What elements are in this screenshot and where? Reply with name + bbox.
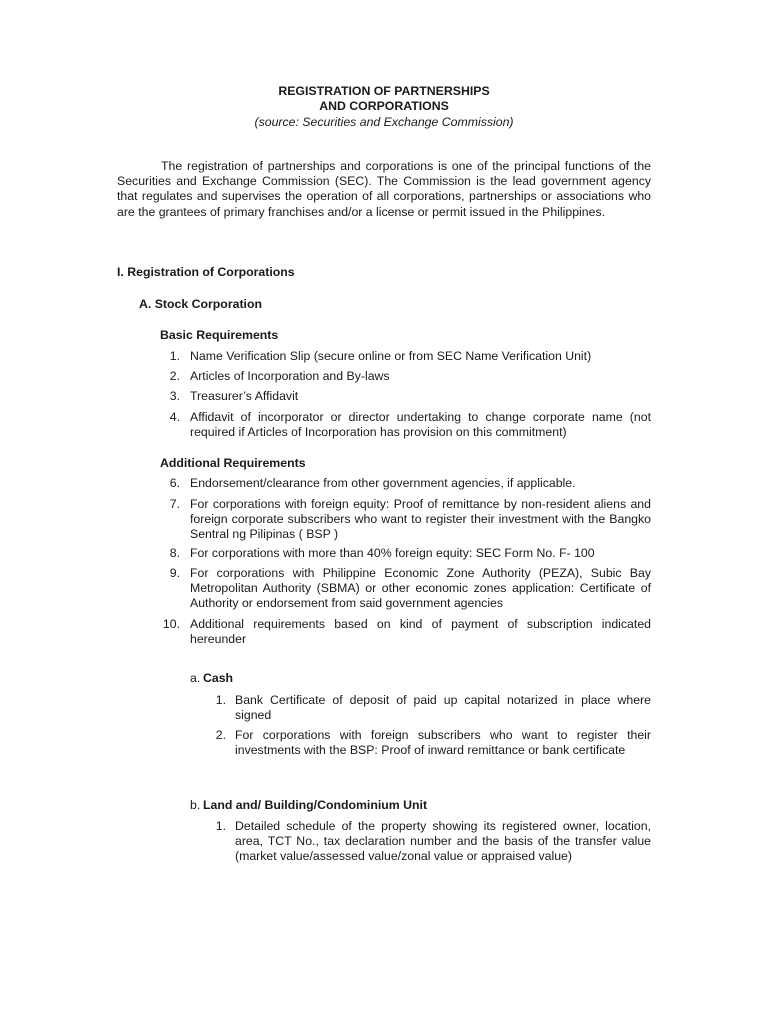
list-item-number: 7. (169, 497, 180, 511)
list-item: Affidavit of incorporator or director undertaking to change corporate name (not required if Articles of Incorporation has provision on this commitment) (190, 410, 651, 440)
list-item-number: 1. (215, 819, 226, 833)
list-item-number: 3. (169, 389, 180, 403)
list-item: Name Verification Slip (secure online or from SEC Name Verification Unit) (190, 349, 592, 363)
list-item-number: 2. (169, 369, 180, 383)
document-source-note: (source: Securities and Exchange Commission) (254, 115, 514, 129)
list-item: For corporations with foreign equity: Proof of remittance by non-resident aliens and foreign corporate subscribers who want to register their investment with the Bangko Sentral ng Pilipinas ( BSP ) (190, 497, 651, 542)
document-title-line-1: REGISTRATION OF PARTNERSHIPS (278, 84, 490, 98)
list-item-number: 1. (215, 693, 226, 707)
list-item: For corporations with foreign subscribers who want to register their investments with the BSP: Proof of inward remittance or bank certificate (235, 728, 651, 758)
payment-kind-label: Land and/ Building/Condominium Unit (203, 798, 428, 812)
list-item-number: 1. (169, 349, 180, 363)
payment-kind-letter: a. (190, 671, 201, 685)
payment-kind-land-building (190, 798, 427, 813)
intro-paragraph: The registration of partnerships and corporations is one of the principal functions of the Securities and Exchange Commission (SEC). The Commission is the lead government agency that regulates and supervises the operation of all corporations, partnerships or associations who are the grantees of primary franchises and/or a license or permit issued in the Philippines. (117, 159, 651, 219)
basic-requirements-heading: Basic Requirements (160, 328, 279, 342)
document-title-line-2: AND CORPORATIONS (319, 99, 449, 113)
list-item: Additional requirements based on kind of payment of subscription indicated hereunder (190, 617, 651, 647)
list-item-number: 6. (169, 476, 180, 490)
list-item: Bank Certificate of deposit of paid up capital notarized in place where signed (235, 693, 651, 723)
list-item: Treasurer’s Affidavit (190, 389, 299, 403)
list-item: Articles of Incorporation and By-laws (190, 369, 390, 383)
section-heading-registration-of-corporations: I. Registration of Corporations (117, 265, 295, 279)
list-item-number: 8. (169, 546, 180, 560)
list-item: Endorsement/clearance from other government agencies, if applicable. (190, 476, 576, 490)
list-item-number: 2. (215, 728, 226, 742)
list-item: Detailed schedule of the property showing its registered owner, location, area, TCT No., tax declaration number and the basis of the transfer value (market value/assessed value/zonal value or appraised value) (235, 819, 651, 864)
additional-requirements-heading: Additional Requirements (160, 456, 306, 470)
list-item-number: 10. (162, 617, 180, 631)
payment-kind-label: Cash (203, 671, 234, 685)
payment-kind-cash (190, 671, 233, 686)
list-item-number: 4. (169, 410, 180, 424)
list-item: For corporations with more than 40% foreign equity: SEC Form No. F- 100 (190, 546, 595, 560)
subsection-heading-stock-corporation: A. Stock Corporation (139, 297, 262, 311)
list-item-number: 9. (169, 566, 180, 580)
payment-kind-letter: b. (190, 798, 201, 812)
list-item: For corporations with Philippine Economic Zone Authority (PEZA), Subic Bay Metropolitan Authority (SBMA) or other economic zones application: Certificate of Authority or endorsement from said government agencies (190, 566, 651, 611)
